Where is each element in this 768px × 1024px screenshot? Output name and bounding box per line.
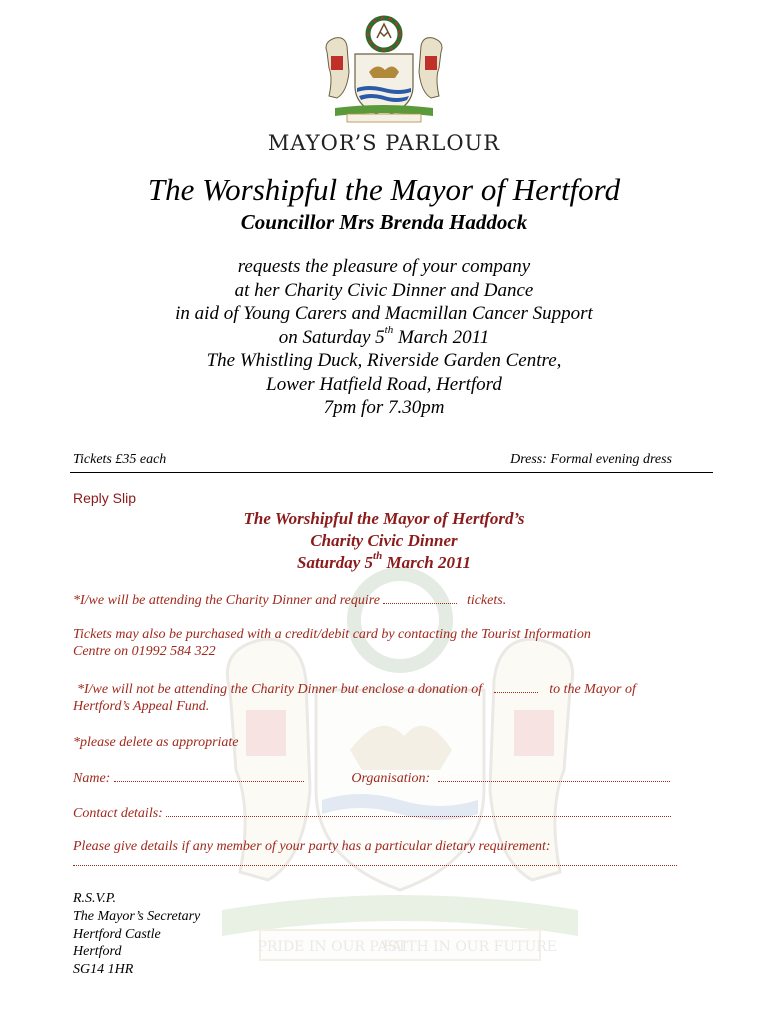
slip-head-date bbox=[0, 552, 768, 574]
invite-date-sup: th bbox=[384, 323, 394, 336]
invite-date-post: March 2011 bbox=[393, 326, 490, 348]
slip-date-sup: th bbox=[373, 550, 383, 562]
invite-line: The Whistling Duck, Riverside Garden Centre, bbox=[206, 350, 562, 371]
ticket-quantity-field[interactable] bbox=[383, 591, 457, 604]
page-title: The Worshipful the Mayor of Hertford bbox=[147, 172, 621, 207]
invitation-text bbox=[0, 255, 768, 420]
hertford-crest-logo bbox=[317, 12, 451, 128]
invite-line: requests the pleasure of your company bbox=[237, 256, 531, 277]
ticket-price: Tickets £35 each bbox=[73, 452, 167, 467]
motto-left-text: PRIDE IN OUR PAST bbox=[257, 939, 407, 955]
contact-row bbox=[73, 804, 671, 822]
invite-date-line bbox=[0, 323, 768, 350]
dietary-row bbox=[73, 838, 677, 866]
not-attending-suffix: to the Mayor of bbox=[549, 682, 636, 697]
slip-date-post: March 2011 bbox=[382, 553, 472, 572]
rsvp-line: The Mayor’s Secretary bbox=[73, 908, 201, 924]
invite-line: 7pm for 7.30pm bbox=[323, 397, 445, 418]
name-row bbox=[73, 769, 670, 787]
name-field[interactable] bbox=[114, 769, 304, 782]
organisation-field[interactable] bbox=[438, 769, 670, 782]
divider bbox=[70, 472, 713, 473]
mayors-parlour-heading: MAYOR’S PARLOUR bbox=[267, 131, 501, 155]
not-attending-block bbox=[73, 680, 636, 715]
motto-right-text: FAITH IN OUR FUTURE bbox=[382, 939, 558, 955]
rsvp-line: R.S.V.P. bbox=[73, 891, 117, 906]
appeal-fund-line: Hertford’s Appeal Fund. bbox=[73, 699, 210, 714]
attending-text: *I/we will be attending the Charity Dinner and require bbox=[73, 593, 380, 608]
attending-line bbox=[73, 591, 506, 609]
contact-details-field[interactable] bbox=[166, 804, 671, 817]
dietary-label: Please give details if any member of your party has a particular dietary requirement: bbox=[73, 839, 551, 854]
dietary-field[interactable] bbox=[73, 855, 677, 866]
purchase-line: Tickets may also be purchased with a credit/debit card by contacting the Tourist Information bbox=[73, 627, 591, 642]
attending-suffix: tickets. bbox=[466, 593, 507, 608]
invite-line: in aid of Young Carers and Macmillan Cancer Support bbox=[175, 303, 593, 324]
rsvp-line: SG14 1HR bbox=[73, 962, 134, 978]
rsvp-line: Hertford Castle bbox=[73, 926, 161, 942]
delete-note: *please delete as appropriate bbox=[73, 735, 239, 750]
invite-line: Lower Hatfield Road, Hertford bbox=[266, 373, 502, 395]
reply-slip-label: Reply Slip bbox=[73, 490, 137, 506]
purchase-line: Centre on 01992 584 322 bbox=[73, 644, 216, 659]
dress-code: Dress: Formal evening dress bbox=[510, 452, 672, 467]
rsvp-line: Hertford bbox=[73, 944, 122, 960]
name-label: Name: bbox=[73, 771, 111, 786]
not-attending-line bbox=[73, 680, 636, 698]
contact-label: Contact details: bbox=[73, 806, 163, 821]
invite-line: at her Charity Civic Dinner and Dance bbox=[234, 279, 534, 301]
donation-amount-field[interactable] bbox=[494, 680, 538, 693]
not-attending-text: *I/we will not be attending the Charity Dinner but enclose a donation of bbox=[77, 682, 483, 697]
invite-date-pre: on Saturday 5 bbox=[278, 326, 385, 348]
slip-date-pre: Saturday 5 bbox=[296, 553, 374, 572]
purchase-info bbox=[73, 626, 591, 660]
organisation-label: Organisation: bbox=[351, 771, 431, 786]
reply-slip-heading bbox=[0, 508, 768, 574]
slip-head-line: Charity Civic Dinner bbox=[310, 531, 458, 550]
councillor-name: Councillor Mrs Brenda Haddock bbox=[240, 210, 528, 234]
rsvp-address bbox=[73, 890, 200, 979]
slip-head-line: The Worshipful the Mayor of Hertford’s bbox=[243, 509, 525, 528]
